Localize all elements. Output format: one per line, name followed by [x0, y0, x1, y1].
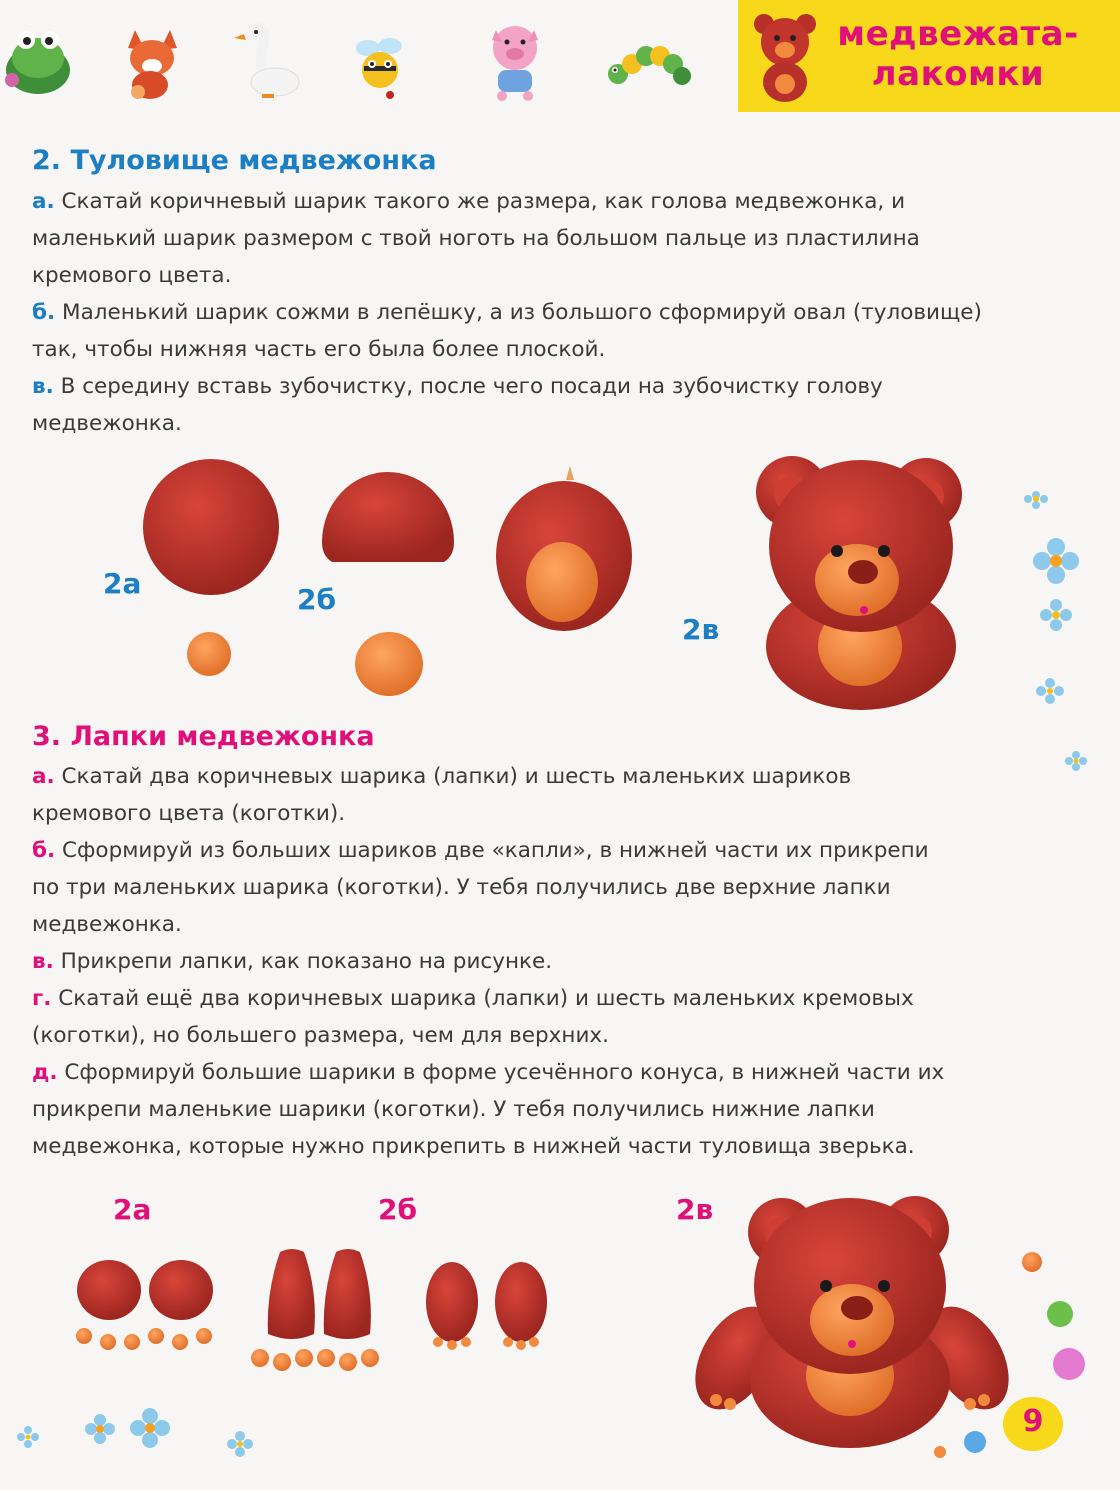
goose-icon — [234, 28, 299, 98]
paw-drops — [251, 1249, 379, 1371]
assembled-bear — [756, 456, 962, 710]
page-number: 9 — [1022, 1404, 1044, 1439]
s3-step-d: г. Скатай ещё два коричневых шарика (лапки) и шесть маленьких кремовых (коготки), но большего размера, чем для верхних. — [32, 986, 914, 1048]
toothpick — [566, 466, 574, 480]
page-title — [808, 14, 1108, 94]
s3-step-b: б. Сформируй из больших шариков две «капли», в нижней части их прикрепи по три маленьких шарика (коготки). У тебя получились две верхние лапки медвежонка. — [32, 838, 929, 937]
title-line-1: медвежата- — [837, 14, 1079, 54]
caption-2v: 2в — [682, 613, 720, 646]
section-3-illustration — [0, 1190, 1120, 1490]
caption-2b: 2б — [297, 583, 337, 616]
frog-icon — [5, 31, 70, 94]
flower-icon — [17, 1426, 39, 1448]
flower-icon — [1036, 678, 1064, 704]
flower-icon — [1040, 599, 1072, 631]
section-2-heading: 2. Туловище медвежонка — [32, 145, 437, 176]
title-banner — [738, 0, 1120, 112]
caption-3-2a: 2а — [113, 1193, 152, 1226]
page-number-badge — [1003, 1396, 1063, 1452]
paw-balls — [76, 1260, 213, 1350]
fox-icon — [128, 30, 177, 99]
brown-ball — [143, 459, 279, 595]
caption-3-2v: 2в — [676, 1193, 714, 1226]
belly-patch — [526, 542, 598, 622]
flower-icon — [227, 1431, 253, 1457]
cream-flat-ball — [355, 632, 423, 696]
pig-icon — [492, 26, 538, 101]
s2-step-a: а. Скатай коричневый шарик такого же размера, как голова медвежонка, и маленький шарик размером с твой ноготь на большом пальце из пластилина кремового цвета. — [32, 189, 920, 288]
s2-step-b: б. Маленький шарик сожми в лепёшку, а из большого сформируй овал (туловище) так, чтобы нижняя часть его была более плоской. — [32, 300, 982, 362]
flower-icon — [1033, 538, 1079, 584]
section-2-illustration — [0, 450, 1120, 720]
title-line-2: лакомки — [871, 54, 1045, 94]
cream-ball — [187, 632, 231, 676]
flower-icon — [130, 1408, 170, 1448]
section-3-heading: 3. Лапки медвежонка — [32, 721, 375, 752]
caption-3-2b: 2б — [378, 1193, 418, 1226]
s3-step-a: а. Скатай два коричневых шарика (лапки) и шесть маленьких шариков кремового цвета (коготки). — [32, 764, 852, 826]
flower-icon — [1065, 751, 1087, 771]
s3-step-c: в. Прикрепи лапки, как показано на рисунке. — [32, 949, 553, 974]
upper-paws — [426, 1262, 547, 1350]
flower-decorations — [1020, 485, 1100, 785]
brown-oval — [322, 472, 454, 562]
caption-2a: 2а — [103, 567, 142, 600]
flower-icon — [85, 1414, 115, 1444]
bear-with-paws — [679, 1196, 1026, 1448]
s3-step-e: д. Сформируй большие шарики в форме усечённого конуса, в нижней части их прикрепи маленькие шарики (коготки). У тебя получились нижние лапки медвежонка, которые нужно прикрепить в нижней части туловища зверька. — [32, 1060, 945, 1159]
bee-icon — [356, 38, 402, 99]
flower-icon — [1024, 491, 1048, 509]
caterpillar-icon — [608, 46, 691, 85]
header-icons — [0, 0, 730, 110]
s2-step-c: в. В середину вставь зубочистку, после чего посади на зубочистку голову медвежонка. — [32, 374, 883, 436]
